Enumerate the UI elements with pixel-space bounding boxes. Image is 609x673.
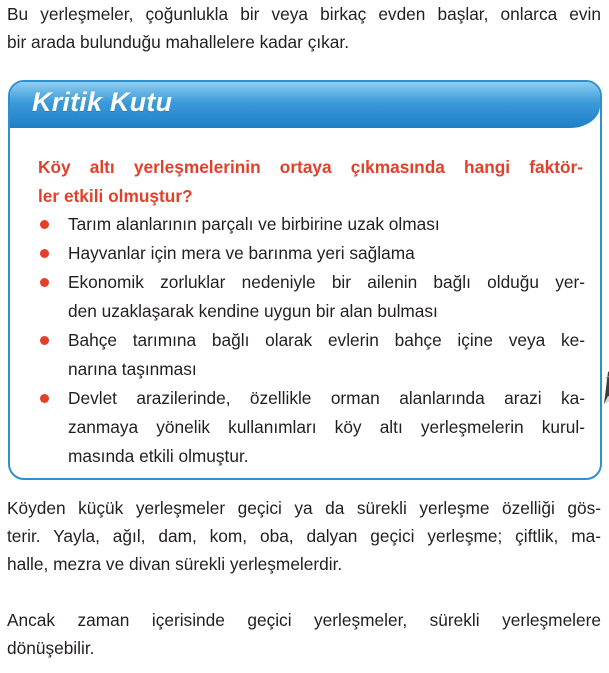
outro2-line-2: dönüşebilir. (7, 638, 95, 658)
critical-box (8, 80, 602, 480)
outro1-line-3: halle, mezra ve divan sürekli yerleşmelerdir. (7, 554, 343, 574)
settlement-types-paragraph (7, 494, 601, 578)
list-item-line: narına taşınması (68, 359, 197, 379)
list-item-line: Tarım alanlarının parçalı ve birbirine uzak olması (68, 214, 440, 234)
list-item-line: Hayvanlar için mera ve barınma yeri sağlama (68, 243, 415, 263)
list-item-line: Devlet arazilerinde, özellikle orman alanlarında arazi ka- (68, 388, 585, 408)
conclusion-paragraph (7, 606, 601, 662)
outro1-line-1: Köyden küçük yerleşmeler geçici ya da sürekli yerleşme özelliği gös- (7, 498, 601, 518)
list-item-line: Bahçe tarımına bağlı olarak evlerin bahçe içine veya ke- (68, 330, 585, 350)
critical-box-title: Kritik Kutu (32, 87, 173, 117)
bullet-dot-icon (40, 336, 49, 345)
bullet-dot-icon (40, 220, 49, 229)
list-item-line: zanmaya yönelik kullanımları köy altı yerleşmelerin kurul- (68, 417, 585, 437)
list-item (32, 384, 585, 471)
bullet-dot-icon (40, 394, 49, 403)
list-item (32, 210, 585, 239)
intro-line-1: Bu yerleşmeler, çoğunlukla bir veya birkaç evden başlar, onlarca evin (7, 4, 601, 24)
list-item (32, 268, 585, 326)
outro2-line-1: Ancak zaman içerisinde geçici yerleşmeler, sürekli yerleşmelere (7, 610, 601, 630)
list-item (32, 239, 585, 268)
list-item (32, 326, 585, 384)
list-item-line: Ekonomik zorluklar nedeniyle bir ailenin bağlı olduğu yer- (68, 272, 585, 292)
bullet-dot-icon (40, 278, 49, 287)
list-item-line: den uzaklaşarak kendine uygun bir alan bulması (68, 301, 438, 321)
list-item-line: masında etkili olmuştur. (68, 446, 249, 466)
critical-box-question (38, 153, 583, 211)
intro-paragraph (7, 0, 601, 56)
outro1-line-2: terir. Yayla, ağıl, dam, kom, oba, dalyan geçici yerleşme; çiftlik, ma- (7, 526, 601, 546)
critical-box-header (10, 82, 600, 128)
bullet-dot-icon (40, 249, 49, 258)
question-line-2: ler etkili olmuştur? (38, 186, 193, 206)
pencil-icon (594, 368, 609, 408)
factor-list (32, 210, 585, 471)
question-line-1: Köy altı yerleşmelerinin ortaya çıkmasında hangi faktör- (38, 157, 583, 177)
intro-line-2: bir arada bulunduğu mahallelere kadar çıkar. (7, 32, 349, 52)
